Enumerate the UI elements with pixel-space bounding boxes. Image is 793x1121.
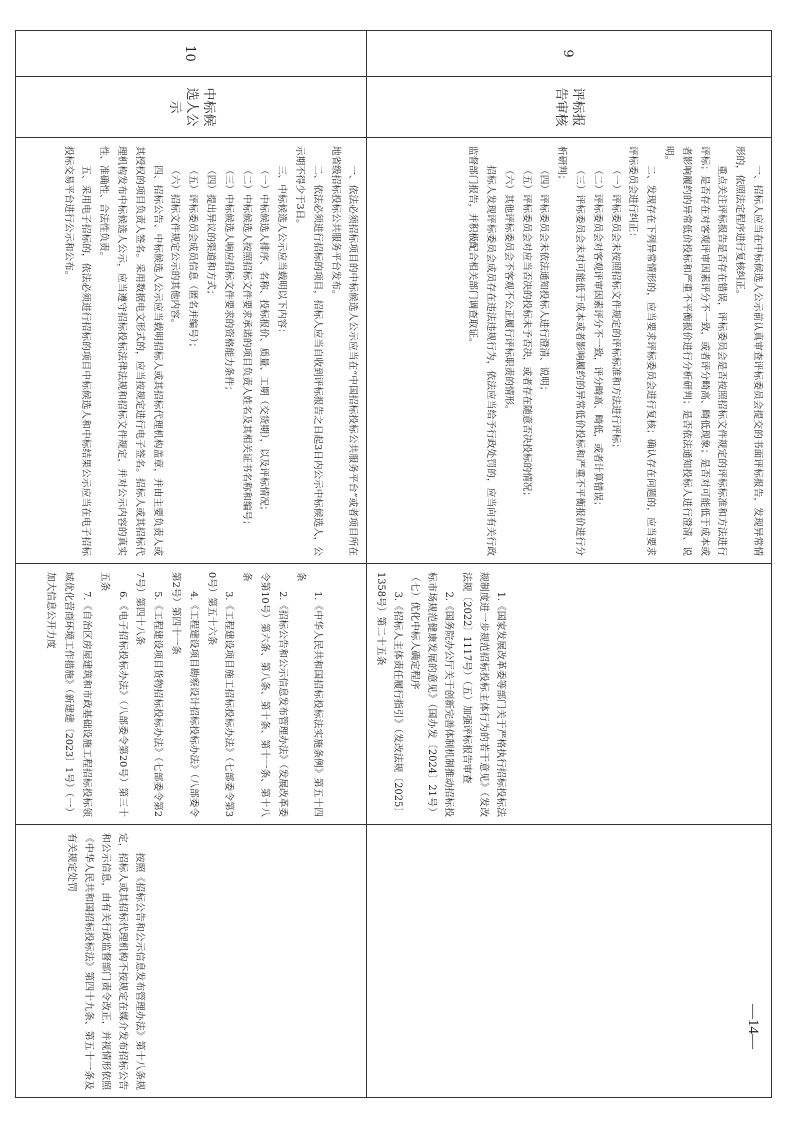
requirement-paragraph: （二）评标委员会对客观评审因素评分不一致，评分畸高、畸低，或者计算错误；	[591, 165, 603, 511]
row-name-cell	[367, 77, 772, 138]
requirement-paragraph: 一、招标人应当在中标候选人公示前认真审查评标委员会提交的书面评标报告，发现异常情形的，依照法定程序进行复核纠正。	[734, 146, 763, 556]
requirements-cell	[367, 138, 772, 564]
requirement-paragraph: 五、采用电子招标的，依法必须进行招标的项目中标候选人和中标结果公示应当在电子招标投标交易平台进行公示和公布。	[62, 146, 92, 556]
requirement-paragraph: 重点关注评标报告是否存在错误，评标委员会是否按照招标文件规定的评标标准和方法进行评标；是否存在对客观评审因素评分不一致，或者评分畸高、畸低现象；是否对可能低于成本或者影响履约的异常低价投标和严重不平衡报价进行分析研判；是否依法通知投标人进行澄清、说明。	[663, 146, 728, 556]
requirement-paragraph: （三）评标委员会未对可能低于成本或者影响履约的异常低价投标和严重不平衡报价进行分析研判；	[556, 146, 586, 556]
requirement-paragraph: （五）评标委员会对应当否决的投标未予否决，或者存在随意否决投标的情况；	[520, 165, 532, 501]
requirement-paragraph: （六）招标文件规定公示的其他内容。	[169, 165, 181, 329]
requirement-paragraph: （六）其他评标委员会不客观不公正履行评标职责的情形。	[502, 165, 514, 415]
basis-item: 4.《工程建设项目勘察设计招标投标办法》（八部委令第2号）第四十一条	[170, 572, 199, 817]
basis-item: 6.《电子招标投标办法》（八部委令第20号）第三十五条	[98, 572, 128, 817]
table-row	[367, 31, 772, 1098]
basis-cell	[16, 564, 367, 825]
basis-item: 3.《招标人主体责任履行指引》（发改法规〔2025〕1358号）第二十五条	[374, 572, 403, 817]
basis-item: 2.《国务院办公厅关于创新完善体制机制推动招标投标市场规范健康发展的意见》（国办发〔2024〕21号）（七）优化中标人确定程序	[408, 572, 455, 817]
penalty-cell	[367, 825, 772, 1098]
requirements-cell	[16, 138, 367, 564]
row-name-cell	[16, 77, 367, 138]
basis-cell	[367, 564, 772, 825]
basis-item: 1.《国家发展改革委等部门关于严格执行招标投标法规制度进一步规范招标投标主体行为的若干意见》（发改法规〔2022〕1117号）（五）加强评标报告审查	[460, 572, 506, 817]
penalty-cell	[16, 825, 367, 1098]
requirement-paragraph: 一、依法必须招标项目的中标候选人公示应当在“中国招标投标公共服务平台”或者项目所在地省级招标投标公共服务平台发布。	[329, 146, 359, 556]
row-name: 评标报告审核	[553, 87, 586, 127]
requirement-paragraph: （二）中标候选人按照招标文件要求承诺的项目负责人姓名及其相关证书名称和编号；	[240, 165, 252, 530]
basis-item: 7.《自治区房屋建筑和市政基础设施工程招标投标领域优化营商环境工作措施》（新建建〔2023〕1号）（一）加大信息公开力度	[45, 572, 93, 817]
basis-item: 5.《工程建设项目货物招标投标办法》（七部委令第27号）第四十八条	[134, 572, 164, 817]
basis-item: 1.《中华人民共和国招标投标法实施条例》第五十四条	[294, 572, 324, 817]
rotated-page	[45, 30, 772, 1092]
requirement-paragraph: 四、招标公告、中标候选人公示应当载明招标人或其招标代理机构盖章，并由主要负责人或其授权的项目负责人签名。采用数据电文形式的，应当按规定进行电子签名。招标人或其招标代理机构发布中标候选人公示，应当遵守招标投标法律法规和招标文件规定，并对公示内容的真实性、准确性、合法性负责。	[98, 146, 163, 556]
requirement-paragraph: （五）评标委员会成员信息（匿名并编号）；	[187, 165, 199, 353]
page-number: —14—	[745, 1004, 761, 1049]
table-row	[16, 31, 367, 1098]
regulation-table	[15, 30, 772, 1098]
requirement-paragraph: 三、中标候选人公示应当载明以下内容：	[276, 165, 288, 338]
requirement-paragraph: 二、发现存在下列异常情形的，应当要求评标委员会进行复核；确认存在问题的，应当要求评标委员会进行纠正：	[627, 146, 657, 556]
row-number: 9	[559, 49, 575, 58]
requirement-paragraph: 二、依法必须进行招标的项目，招标人应当自收到评标报告之日起3日内公示中标候选人，公示期不得少于3日。	[293, 146, 323, 556]
requirement-paragraph: （三）中标候选人响应招标文件要求的资格能力条件；	[222, 165, 234, 396]
requirement-paragraph: （四）评标委员会未依法通知投标人进行澄清、说明；	[538, 165, 550, 396]
requirement-paragraph: （一）评标委员会未按照招标文件规定的评标标准和方法进行评标；	[609, 165, 621, 453]
row-name: 中标候选人公示	[166, 87, 216, 127]
basis-item: 3.《工程建设项目施工招标投标办法》（七部委令第30号）第五十六条	[205, 572, 235, 817]
requirement-paragraph: （一）中标候选人排序、名称、投标报价、质量、工期（交货期），以及评标情况；	[258, 165, 270, 516]
requirement-paragraph: 招标人发现评标委员会成员存在违法违规行为，依法应当给予行政处罚的，应当向有关行政监督部门报告，并积极配合相关部门调查取证。	[467, 146, 497, 556]
penalty-text: 按照《招标公告和公示信息发布管理办法》第十八条规定，招标人或其招标代理机构不按规定在媒介发布招标公告和公示信息，由有关行政监督部门责令改正，并视情形依照《中华人民共和国招标投标法》第四十九条、第五十一条及有关规定处罚	[65, 833, 146, 1090]
basis-item: 2.《招标公告和公示信息发布管理办法》（发展改革委令第10号）第六条、第八条、第十条、第十一条、第十八条	[241, 572, 288, 817]
row-number-cell	[367, 31, 772, 77]
row-number-cell	[16, 31, 367, 77]
row-number: 10	[181, 45, 197, 62]
requirement-paragraph: （四）提出异议的渠道和方式；	[205, 165, 216, 300]
